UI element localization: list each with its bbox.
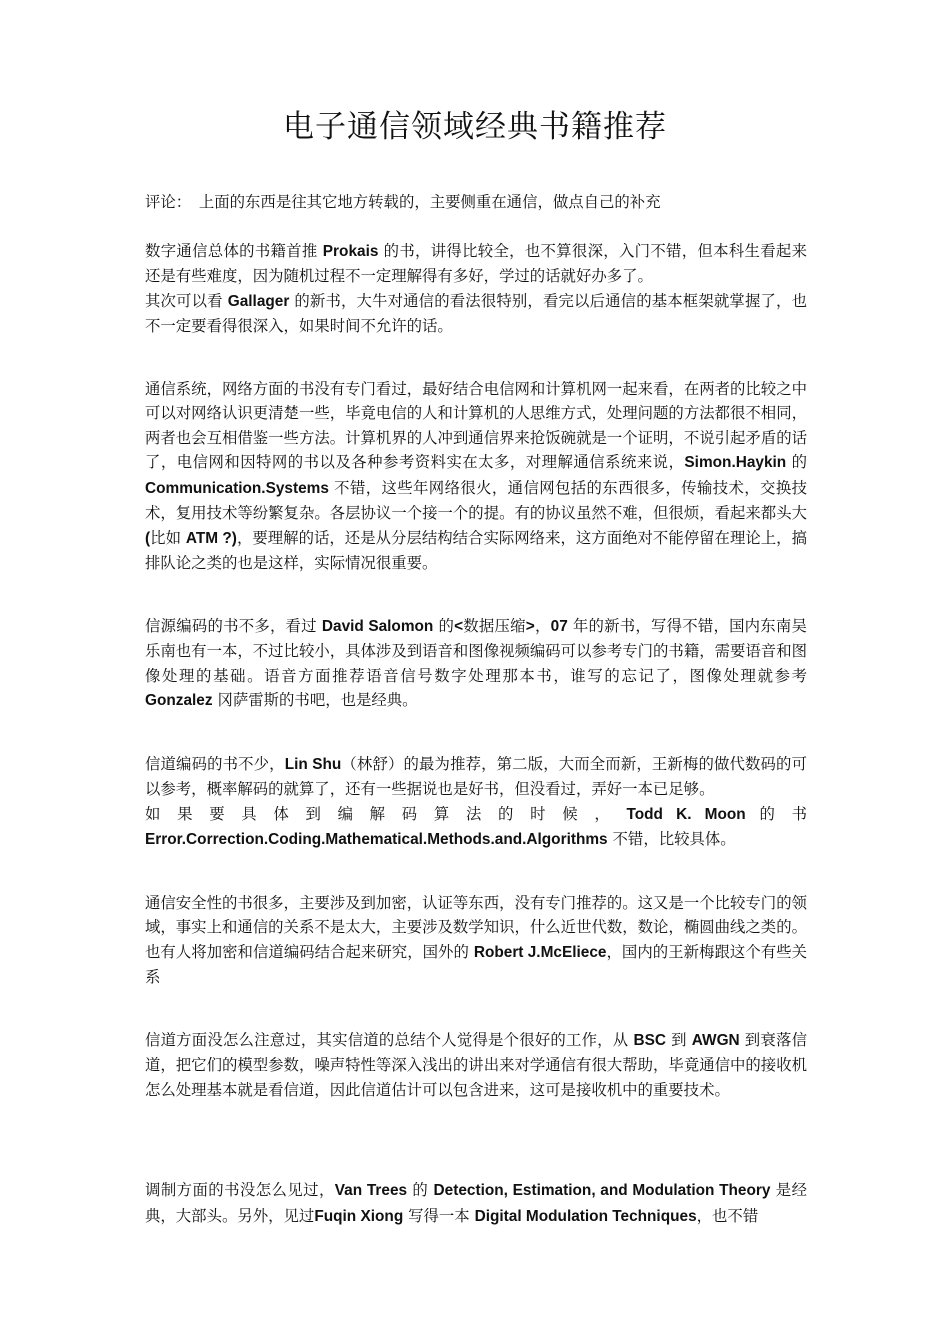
book-author-salomon: David Salomon — [321, 617, 434, 635]
comment-paragraph: 评论： 上面的东西是往其它地方转载的，主要侧重在通信，做点自己的补充 — [145, 193, 661, 211]
book-title-error-correction: Error.Correction.Coding.Mathematical.Methods.and.Algorithms — [145, 831, 608, 848]
book-author-gallager: Gallager — [227, 292, 290, 310]
paragraph-gallager: 其次可以看 Gallager 的新书，大牛对通信的看法很特别，看完以后通信的基本框架就掌握了，也不一定要看得很深入，如果时间不允许的话。 — [145, 291, 807, 335]
paragraph-digital-comm: 数字通信总体的书籍首推 Prokais 的书，讲得比较全，也不算很深，入门不错，但本科生看起来还是有些难度，因为随机过程不一定理解得有多好，学过的话就好办多了。 — [145, 241, 807, 285]
term-awgn: AWGN — [691, 1031, 740, 1049]
book-title-comm-systems: Communication.Systems — [145, 479, 329, 497]
paragraph-channel: 信道方面没怎么注意过，其实信道的总结个人觉得是个很好的工作，从 BSC 到 AWGN 到衰落信道，把它们的模型参数，噪声特性等深入浅出的讲出来对学通信有很大帮助，毕竟通信中的接收机怎么处理基本就是看信道，因此信道估计可以包含进来，这可是接收机中的重要技术。 — [145, 1030, 807, 1099]
document-title: 电子通信领域经典书籍推荐 — [283, 109, 667, 145]
book-author-gonzalez: Gonzalez — [145, 692, 213, 709]
book-author-moon: Todd K. Moon — [626, 805, 746, 823]
book-author-prokais: Prokais — [322, 242, 379, 260]
term-bsc: BSC — [633, 1031, 666, 1049]
paragraph-security: 通信安全性的书很多，主要涉及到加密，认证等东西，没有专门推荐的。这又是一个比较专门的领域，事实上和通信的关系不是太大，主要涉及数学知识，什么近世代数，数论，椭圆曲线之类的。也有人将加密和信道编码结合起来研究，国外的 Robert J.McEliece，国内的王新梅跟这个有些关系 — [145, 893, 807, 986]
book-author-haykin: Simon.Haykin — [684, 454, 787, 471]
term-atm: ATM ?) — [185, 529, 237, 547]
document-body — [145, 190, 807, 1229]
book-title-digital-modulation: Digital Modulation Techniques — [474, 1207, 697, 1225]
paragraph-source-coding: 信源编码的书不多，看过 David Salomon 的<数据压缩>，07 年的新书，写得不错，国内东南吴乐南也有一本，不过比较小，具体涉及到语音和图像视频编码可以参考专门的书籍，需要语音和图像处理的基础。语音方面推荐语音信号数字处理那本书，谁写的忘记了，图像处理就参考 Gonzalez 冈萨雷斯的书吧，也是经典。 — [145, 616, 807, 709]
book-author-lin-shu: Lin Shu — [284, 755, 342, 773]
paragraph-comm-systems: 通信系统，网络方面的书没有专门看过，最好结合电信网和计算机网一起来看，在两者的比较之中可以对网络认识更清楚一些，毕竟电信的人和计算机的人思维方式，处理问题的方法都很不相同，两者也会互相借鉴一些方法。计算机界的人冲到通信界来抢饭碗就是一个证明，不说引起矛盾的话了，电信网和因特网的书以及各种参考资料实在太多，对理解通信系统来说，Simon.Haykin 的 Communication.Systems 不错，这些年网络很火，通信网包括的东西很多，传输技术，交换技术，复用技术等纷繁复杂。各层协议一个接一个的提。有的协议虽然不难，但很烦，看起来都头大(比如 ATM ?)，要理解的话，还是从分层结构结合实际网络来，这方面绝对不能停留在理论上，搞排队论之类的也是这样，实际情况很重要。 — [145, 379, 807, 572]
paragraph-channel-coding-tail: Error.Correction.Coding.Mathematical.Methods.and.Algorithms 不错，比较具体。 — [145, 830, 736, 848]
book-author-xiong: Fuqin Xiong — [314, 1207, 404, 1225]
paragraph-modulation: 调制方面的书没怎么见过，Van Trees 的 Detection, Estimation, and Modulation Theory 是经典，大部头。另外，见过Fuqin Xiong 写得一本 Digital Modulation Techniques，也不错 — [145, 1181, 807, 1225]
paragraph-channel-coding-spread: 如 果 要 具 体 到 编 解 码 算 法 的 时 候 ， Todd K. Moon 的 书 — [145, 804, 807, 823]
book-title-detection-estimation: Detection, Estimation, and Modulation Theory — [433, 1182, 771, 1199]
book-author-van-trees: Van Trees — [334, 1182, 408, 1199]
book-author-mceliece: Robert J.McEliece — [473, 943, 607, 961]
paragraph-channel-coding: 信道编码的书不少，Lin Shu（林舒）的最为推荐，第二版，大而全而新，王新梅的做代数码的可以参考，概率解码的就算了，还有一些据说也是好书，但没看过，弄好一本已足够。 — [145, 754, 807, 798]
